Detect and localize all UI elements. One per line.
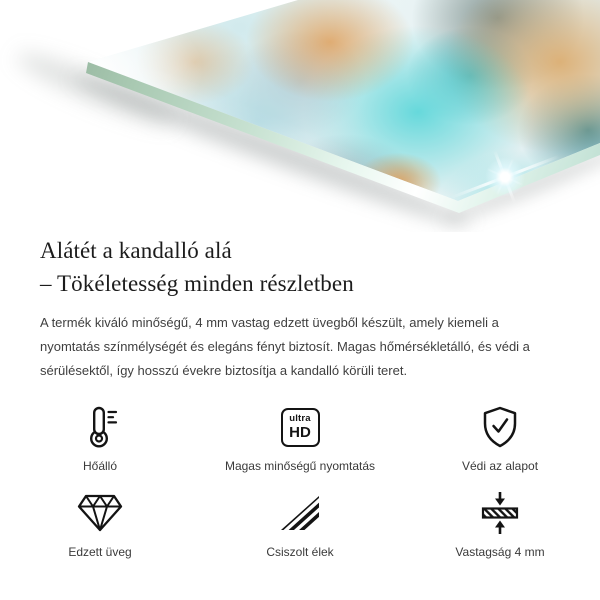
feature-label: Vastagság 4 mm	[455, 545, 545, 559]
product-description-section	[0, 234, 600, 383]
feature-label: Magas minőségű nyomtatás	[224, 459, 376, 473]
feature-heat-resistant	[0, 404, 200, 473]
shield-check-icon	[482, 404, 518, 450]
ultra-hd-icon-text-top: ultra	[289, 413, 311, 425]
feature-tempered-glass	[0, 490, 200, 559]
feature-thickness	[400, 490, 600, 559]
product-photo	[0, 0, 600, 232]
thermometer-icon	[80, 404, 120, 450]
feature-label: Védi az alapot	[461, 459, 539, 473]
product-description: A termék kiváló minőségű, 4 mm vastag edzett üvegből készült, amely kiemeli a nyomtatás színmélységét és elegáns fényt biztosít. Magas hőmérsékletálló, és védi a sérülésektől, így hosszú évekre biztosítja a kandalló körüli teret.	[40, 315, 530, 378]
ultra-hd-icon	[281, 404, 320, 450]
feature-grid	[0, 404, 600, 559]
page-title-line2: – Tökéletesség minden részletben	[40, 271, 354, 296]
polished-edges-icon	[280, 490, 320, 536]
page-title	[40, 234, 560, 300]
feature-hd-print	[200, 404, 400, 473]
page-title-line1: Alátét a kandalló alá	[40, 238, 232, 263]
feature-label: Hőálló	[82, 459, 118, 473]
diamond-icon	[77, 490, 123, 536]
ultra-hd-icon-text-bottom: HD	[289, 423, 311, 441]
feature-label: Csiszolt élek	[266, 545, 334, 559]
thickness-icon	[480, 490, 520, 536]
feature-polished-edges	[200, 490, 400, 559]
feature-protects-base	[400, 404, 600, 473]
feature-label: Edzett üveg	[68, 545, 132, 559]
